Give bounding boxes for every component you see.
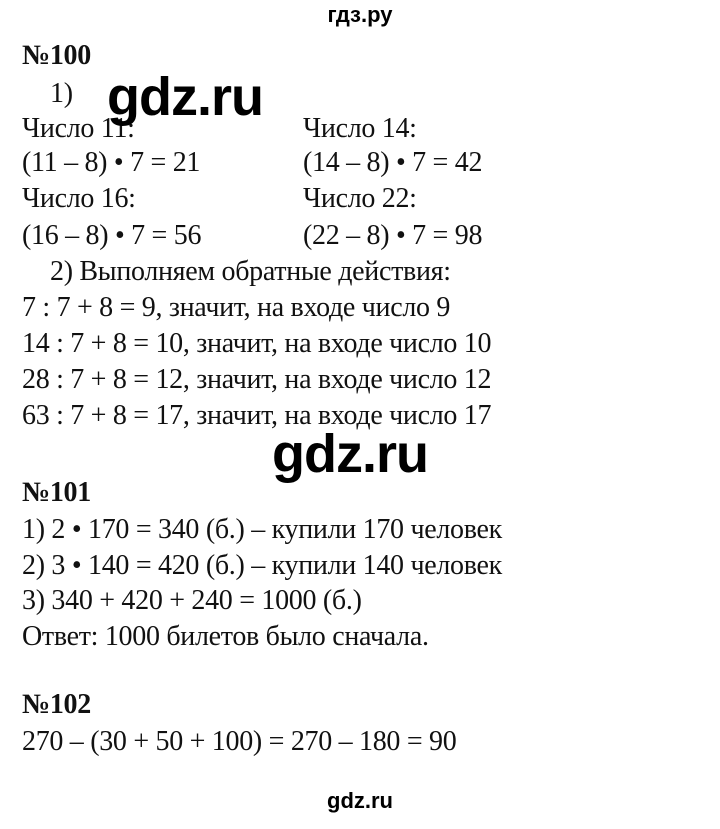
item-expression: (16 – 8) • 7 = 56 <box>22 220 202 251</box>
item-expression: (14 – 8) • 7 = 42 <box>303 147 483 178</box>
solution-line: 28 : 7 + 8 = 12, значит, на входе число 12 <box>22 364 492 395</box>
task-101-title: №101 <box>22 477 91 508</box>
task-100-part1-label: 1) <box>50 78 73 109</box>
task-100-title: №100 <box>22 40 91 71</box>
item-label: Число 14: <box>303 113 417 144</box>
site-footer: gdz.ru <box>327 788 393 813</box>
item-label: Число 16: <box>22 183 136 214</box>
watermark: gdz.ru <box>107 67 263 127</box>
site-header: гдз.ру <box>327 2 393 27</box>
item-expression: (11 – 8) • 7 = 21 <box>22 147 201 178</box>
solution-line: 270 – (30 + 50 + 100) = 270 – 180 = 90 <box>22 726 457 757</box>
solution-line: 63 : 7 + 8 = 17, значит, на входе число 17 <box>22 400 492 431</box>
task-102-title: №102 <box>22 689 91 720</box>
task-100-part2-label: 2) Выполняем обратные действия: <box>50 256 451 287</box>
solution-line: 14 : 7 + 8 = 10, значит, на входе число 10 <box>22 328 492 359</box>
answer-line: Ответ: 1000 билетов было сначала. <box>22 621 429 652</box>
item-label: Число 11: <box>22 113 135 144</box>
item-label: Число 22: <box>303 183 417 214</box>
solution-line: 7 : 7 + 8 = 9, значит, на входе число 9 <box>22 292 451 323</box>
solution-line: 1) 2 • 170 = 340 (б.) – купили 170 человек <box>22 514 502 545</box>
solution-line: 2) 3 • 140 = 420 (б.) – купили 140 человек <box>22 550 502 581</box>
item-expression: (22 – 8) • 7 = 98 <box>303 220 483 251</box>
solution-line: 3) 340 + 420 + 240 = 1000 (б.) <box>22 585 362 616</box>
watermark: gdz.ru <box>272 424 428 484</box>
